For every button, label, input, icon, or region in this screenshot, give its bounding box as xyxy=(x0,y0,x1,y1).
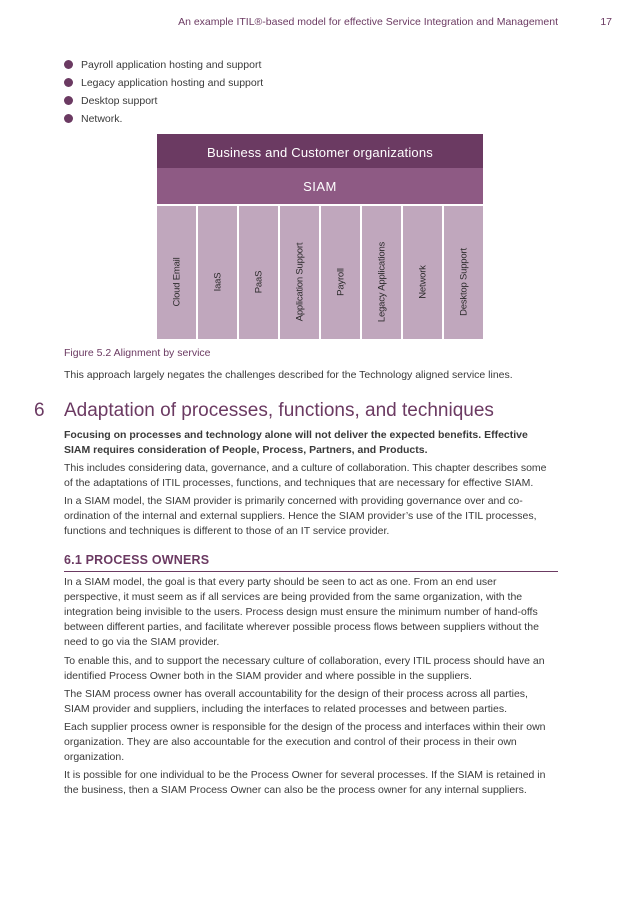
column-label: Payroll xyxy=(335,268,346,296)
service-column xyxy=(403,206,442,339)
service-column xyxy=(239,206,278,339)
running-header xyxy=(0,16,638,30)
column-label: Network xyxy=(417,265,428,299)
figure-caption: Figure 5.2 Alignment by service xyxy=(64,347,211,359)
bullet-icon xyxy=(64,60,73,69)
column-label: IaaS xyxy=(212,272,223,292)
service-columns xyxy=(157,206,483,339)
column-label: Legacy Applications xyxy=(376,241,387,323)
siam-band: SIAM xyxy=(157,168,483,204)
subsection-rule xyxy=(64,571,558,572)
subsection-title: 6.1 PROCESS OWNERS xyxy=(64,553,210,567)
service-column xyxy=(157,206,196,339)
header-title: An example ITIL®-based model for effective Service Integration and Management xyxy=(178,16,558,28)
section-intro: Focusing on processes and technology alone will not deliver the expected benefits. Effective SIAM requires consideration of People, Process, Partners, and Products. xyxy=(64,429,528,456)
service-column xyxy=(280,206,319,339)
service-column xyxy=(321,206,360,339)
section-title: Adaptation of processes, functions, and techniques xyxy=(64,400,494,421)
paragraph: This includes considering data, governance, and a culture of collaboration. This chapter describes some of the adaptations of ITIL processes, functions, and techniques that are necessary for effective SIAM. xyxy=(64,462,547,489)
bullet-icon xyxy=(64,78,73,87)
bullet-icon xyxy=(64,96,73,105)
paragraph: It is possible for one individual to be the Process Owner for several processes. If the SIAM is retained in the business, then a SIAM Process Owner can also be the process owner for any internal suppliers. xyxy=(64,769,546,796)
service-column xyxy=(198,206,237,339)
alignment-diagram xyxy=(157,134,483,339)
paragraph: This approach largely negates the challenges described for the Technology aligned service lines. xyxy=(64,369,513,381)
page-number: 17 xyxy=(600,16,612,28)
business-customer-band: Business and Customer organizations xyxy=(157,134,483,168)
column-label: Desktop Support xyxy=(458,248,469,316)
bullet-icon xyxy=(64,114,73,123)
service-column xyxy=(444,206,483,339)
section-number: 6 xyxy=(34,400,45,421)
service-column xyxy=(362,206,401,339)
paragraph: In a SIAM model, the SIAM provider is primarily concerned with providing governance over and co-ordination of the internal and external suppliers. Hence the SIAM provider’s use of the ITIL processes, functions and techniques is different to those of an IT service provider. xyxy=(64,495,537,537)
paragraph: To enable this, and to support the necessary culture of collaboration, every ITIL process should have an identified Process Owner both in the SIAM provider and where possible in the suppliers. xyxy=(64,655,545,682)
column-label: Application Support xyxy=(294,242,305,322)
paragraph: In a SIAM model, the goal is that every party should be seen to act as one. From an end user perspective, it must seem as if all services are being provided from the same organization, with the integration being invisible to the users. Process design must ensure the minimum number of hand-offs between different parties, and facilitate wherever possible process flows between suppliers without the need to go via the SIAM provider. xyxy=(64,576,539,648)
column-label: Cloud Email xyxy=(171,257,182,307)
paragraph: The SIAM process owner has overall accountability for the design of their process across all parties, SIAM provider and suppliers, including the interfaces to related processes and between parties. xyxy=(64,688,528,715)
column-label: PaaS xyxy=(253,270,264,294)
paragraph: Each supplier process owner is responsible for the design of the process and interfaces within their own organization. They are also accountable for the execution and control of their process in their own organization. xyxy=(64,721,546,763)
